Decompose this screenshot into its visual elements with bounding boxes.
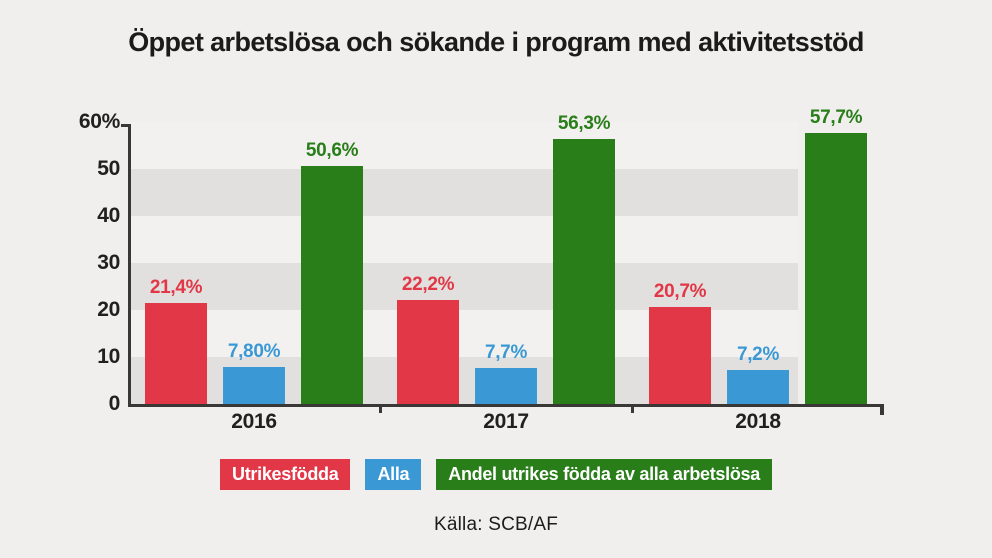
x-tick-label: 2016 [231,410,277,433]
y-tick-label: 0 [108,392,120,415]
x-tick-label: 2017 [483,410,529,433]
bar-value-label: 7,2% [736,344,780,366]
y-tick-label: 50 [97,157,120,180]
bar-blue-2016 [223,341,285,404]
bar-blue-2018 [727,344,789,404]
legend-item-green: Andel utrikes födda av alla arbetslösa [436,459,772,490]
bar-value-label: 7,80% [227,341,281,363]
chart-title: Öppet arbetslösa och sökande i program med aktivitetsstöd [128,27,864,57]
bar-blue-2017 [475,341,537,404]
bar-group-2016 [128,122,380,404]
legend-item-red: Utrikesfödda [220,459,350,490]
x-tick-label: 2018 [735,410,781,433]
source-note: Källa: SCB/AF [433,514,559,535]
y-tick-label: 10 [97,345,120,368]
legend [0,459,992,490]
bar-group-2018 [632,106,884,404]
bar-green-2018 [805,106,867,404]
bar-value-label: 22,2% [401,273,455,295]
bar-value-label: 57,7% [809,106,863,128]
bar-green-2017 [553,113,615,404]
y-tick-label: 30 [97,251,120,274]
y-tick-label: 20 [97,298,120,321]
bar-value-label: 21,4% [149,277,203,299]
bar-value-label: 20,7% [653,280,707,302]
y-tick-label: 60% [78,110,120,133]
bar-value-label: 50,6% [305,140,359,162]
bar-value-label: 56,3% [557,113,611,135]
legend-item-blue: Alla [365,459,421,490]
y-tick-label: 40 [97,204,120,227]
x-axis-line [128,404,884,407]
bar-group-2017 [380,113,632,404]
bar-value-label: 7,7% [484,341,528,363]
